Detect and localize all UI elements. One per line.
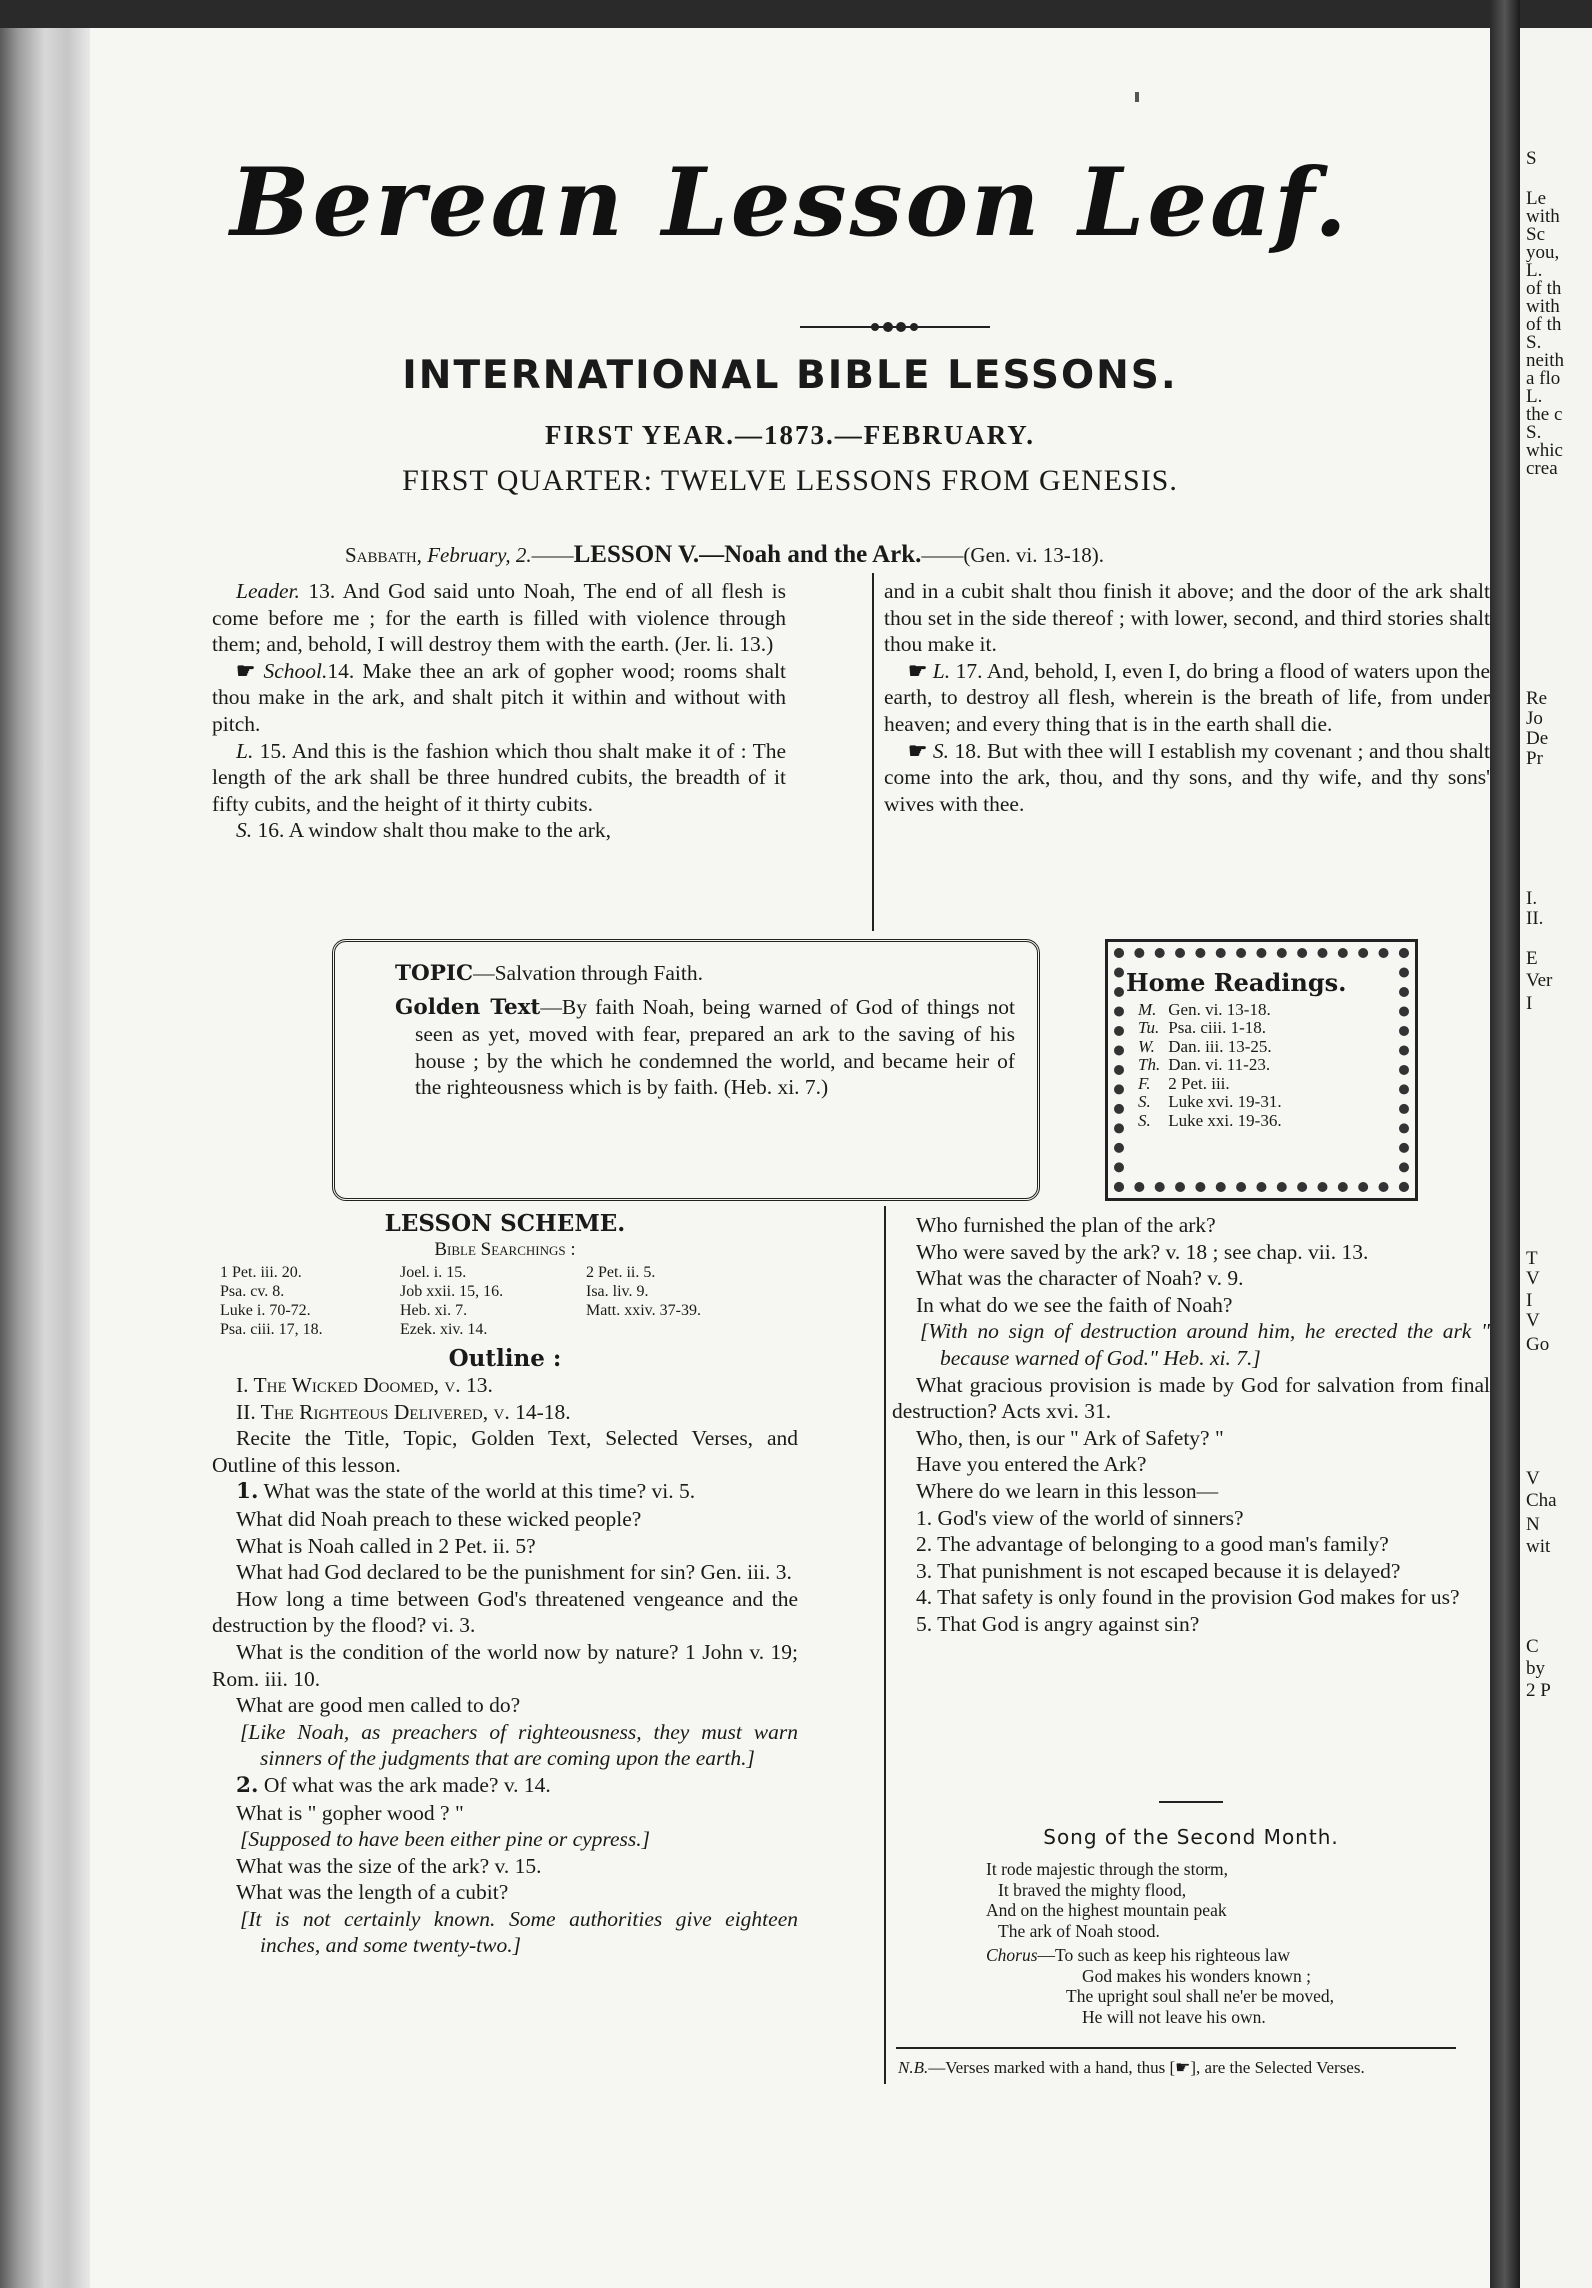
lesson-reference: ——(Gen. vi. 13-18). [921,543,1104,567]
song-title: Song of the Second Month. [1043,1825,1339,1849]
verse-text: 14. Make thee an ark of gopher wood; rooms shalt thou make in the ark, and shalt pitch it within and without with pitch. [212,658,786,736]
next-page-text: C [1526,1636,1539,1657]
next-page-text: S. [1526,422,1542,443]
next-page-text: I [1526,993,1533,1014]
next-page-text: S. [1526,332,1542,353]
reading-day: Th. [1138,1055,1161,1074]
song-section [892,1801,1490,2079]
home-reading-item [1138,1093,1346,1112]
topic-text: —Salvation through Faith. [473,961,703,985]
lesson-header [345,541,1485,569]
next-page-text: I [1526,1290,1533,1311]
answer-note: [Supposed to have been either pine or cypress.] [240,1827,651,1852]
reading-ref: Luke xxi. 19-36. [1164,1110,1282,1130]
next-page-text: V [1526,1468,1540,1489]
question-line: What did Noah preach to these wicked people? [236,1506,642,1531]
question-line: What gracious provision is made by God for salvation from final destruction? Acts xvi. 31. [892,1372,1490,1424]
home-reading-item [1138,1112,1346,1131]
binding-gutter [1490,0,1520,2288]
question-line: Who, then, is our " Ark of Safety? " [916,1425,1224,1450]
question-line: What was the length of a cubit? [236,1880,509,1905]
home-reading-item [1138,1075,1346,1094]
song-line [986,2007,1490,2028]
verse-text: and in a cubit shalt thou finish it above; and the door of the ark shalt thou set in the side thereof ; with lower, second, and third stories shalt thou make it. [884,579,1490,657]
lesson-scheme-title: LESSON SCHEME. [384,1210,626,1237]
outline-item: I. The Wicked Doomed, v. 13. [236,1373,493,1397]
next-page-text: whic [1526,440,1563,461]
reading-day: S. [1138,1110,1151,1130]
next-page-text: of th [1526,278,1562,299]
reading-day: S. [1138,1092,1151,1111]
reading-ref: Gen. vi. 13-18. [1164,999,1271,1019]
question-line: How long a time between God's threatened vengeance and the destruction by the flood? vi. 3. [212,1586,798,1638]
recite-instruction: Recite the Title, Topic, Golden Text, Selected Verses, and Outline of this lesson. [212,1426,798,1477]
golden-text [375,994,1015,1101]
question-line: What had God declared to be the punishment for sin? Gen. iii. 3. [236,1560,792,1585]
question-line: Have you entered the Ark? [916,1452,1147,1477]
question-line: 2. The advantage of belonging to a good man's family? [916,1532,1389,1557]
scripture-verse [212,817,786,844]
bible-ref: 2 Pet. ii. 5. [586,1264,656,1281]
question-line: What are good men called to do? [236,1693,521,1718]
home-readings-box [1105,939,1418,1201]
scan-top-border [0,0,1592,28]
next-page-text: you, [1526,242,1560,263]
next-page-text: V [1526,1268,1540,1289]
scripture-right-column [884,578,1490,817]
next-page-fragment [1520,28,1592,2288]
outline-list [212,1372,798,1425]
qa-column-rule [884,1206,886,2084]
scripture-verse [212,738,786,818]
song-line [986,1966,1490,1987]
chorus-text: The upright soul shall ne'er be moved, [1066,1986,1335,2006]
home-readings-list [1126,968,1347,1130]
scripture-left-column [212,578,786,844]
next-page-text: Pr [1526,748,1543,769]
outline-item: II. The Righteous Delivered, v. 14-18. [236,1399,571,1424]
verse-text: 16. A window shalt thou make to the ark, [252,818,612,843]
scripture-verse [884,738,1490,818]
next-page-text: N [1526,1514,1540,1535]
golden-text-body: —By faith Noah, being warned of God of things not seen as yet, moved with fear, prepared an ark to the saving of his house ; by the which he condemned the world, and became heir of the righteousness which is by faith. (Heb. xi. 7.) [415,994,1015,1100]
reading-ref: Luke xvi. 19-31. [1164,1092,1282,1111]
golden-text-label: Golden Text [395,994,541,1020]
chorus-label: Chorus [986,1945,1038,1965]
next-page-text: 2 P [1526,1680,1551,1701]
next-page-text: V [1526,1310,1540,1331]
bible-ref [586,1320,786,1339]
home-reading-item [1138,1038,1346,1057]
next-page-text: Re [1526,688,1548,709]
next-page-text: II. [1526,908,1544,929]
topic-golden-text-box [332,939,1040,1201]
speaker-label: S. [932,738,949,763]
speaker-label: S. [236,818,253,843]
verse-text: 17. And, behold, I, even I, do bring a flood of waters upon the earth, to destroy all flesh, wherein is the breath of life, from under heaven; and every thing that is in the earth shall die. [884,658,1491,736]
question-line: 1. God's view of the world of sinners? [916,1505,1244,1530]
next-page-text: T [1526,1248,1538,1269]
topic-label: TOPIC [395,961,474,986]
song-verse [892,1859,1490,1941]
nb-divider [896,2047,1456,2049]
next-page-text: by [1526,1658,1545,1679]
bible-ref: 1 Pet. iii. 20. [220,1264,302,1281]
next-page-text: Jo [1526,708,1543,729]
question-number: 2. [236,1772,259,1798]
reading-day: W. [1138,1036,1155,1056]
sabbath-label: Sabbath, [345,543,428,567]
scripture-verse [884,658,1490,738]
lesson-title: LESSON V.—Noah and the Ark. [573,541,922,568]
next-page-text: L. [1526,386,1543,407]
next-page-text: crea [1526,458,1558,479]
hand-icon: ☛ [908,658,933,683]
masthead-title: Berean Lesson Leaf. [230,148,1350,258]
bible-ref: Job xxii. 15, 16. [400,1283,504,1300]
bible-ref: Psa. cv. 8. [220,1283,285,1300]
header-dash: —— [531,543,574,567]
bible-searchings-refs [212,1263,798,1339]
bible-ref-row [220,1320,798,1339]
verse-text: 13. And God said unto Noah, The end of all flesh is come before me ; for the earth is filled with violence through them; and, behold, I will destroy them with the earth. (Jer. li. 13.) [212,579,786,657]
next-page-text: wit [1526,1536,1551,1557]
topic-line [355,960,1015,988]
song-line [986,1945,1490,1966]
bible-ref: Isa. liv. 9. [586,1283,649,1300]
next-page-text: L. [1526,260,1543,281]
song-line: It rode majestic through the storm, [986,1859,1229,1879]
scripture-verse [212,578,786,658]
lesson-page [90,28,1490,2288]
next-page-text: Le [1526,188,1547,209]
question-line: Where do we learn in this lesson— [916,1478,1219,1503]
reading-ref: 2 Pet. iii. [1164,1073,1230,1093]
next-page-text: S [1526,148,1537,169]
page-mark [1135,92,1139,102]
home-reading-item [1138,1056,1346,1075]
song-divider [1159,1801,1223,1803]
next-page-text: E [1526,948,1538,969]
book-page-edge [0,28,90,2288]
next-page-text: Sc [1526,224,1545,245]
bible-ref: Ezek. xiv. 14. [400,1321,488,1338]
next-page-text: a flo [1526,368,1561,389]
speaker-label: Leader. [236,579,300,603]
outline-title: Outline : [448,1345,562,1372]
chorus-text: He will not leave his own. [1082,2006,1266,2027]
song-line: It braved the mighty flood, [998,1879,1187,1900]
nb-note [892,2057,1490,2079]
hand-icon: ☛ [908,738,933,763]
song-line: And on the highest mountain peak [986,1900,1227,1920]
home-readings-title: Home Readings. [1126,968,1347,997]
bible-ref-row [220,1301,798,1320]
nb-text: —Verses marked with a hand, thus [☛], are the Selected Verses. [928,2058,1365,2077]
question-text: What was the state of the world at this time? vi. 5. [258,1479,696,1504]
answer-note: [Like Noah, as preachers of righteousness, they must warn sinners of the judgments that are coming upon the earth.] [240,1719,798,1771]
question-line: Who furnished the plan of the ark? [916,1213,1216,1237]
reading-ref: Psa. ciii. 1-18. [1164,1018,1266,1037]
next-page-text: the c [1526,404,1563,425]
reading-ref: Dan. vi. 11-23. [1164,1055,1271,1074]
bible-searchings-label: Bible Searchings : [434,1239,576,1260]
reading-day: F. [1138,1073,1151,1093]
question-line: What was the size of the ark? v. 15. [236,1853,542,1878]
answer-note: [It is not certainly known. Some authorities give eighteen inches, and some twenty-two.] [240,1906,798,1958]
lesson-scheme-column [212,1206,798,1959]
question-line: 3. That punishment is not escaped because it is delayed? [916,1558,1401,1583]
home-reading-item [1138,1001,1346,1020]
song-line: The ark of Noah stood. [998,1920,1160,1941]
reading-day: M. [1138,999,1157,1019]
answer-note: [With no sign of destruction around him, he erected the ark " because warned of God." Heb. xi. 7.] [920,1319,1490,1370]
verse-text: 15. And this is the fashion which thou shalt make it of : The length of the ark shall be three hundred cubits, the breadth of it fifty cubits, and the height of it thirty cubits. [212,738,786,816]
question-1 [212,1478,798,1506]
next-page-text: De [1526,728,1549,749]
next-page-text: I. [1526,888,1538,909]
questions-right [892,1212,1490,1638]
question-number: 1. [236,1479,259,1505]
bible-ref: Luke i. 70-72. [220,1302,311,1319]
bible-ref-row [220,1263,798,1282]
question-2 [212,1772,798,1800]
scripture-verse [212,658,786,738]
home-reading-item [1138,1019,1346,1038]
bible-ref: Joel. i. 15. [400,1264,467,1281]
question-line: In what do we see the faith of Noah? [916,1292,1233,1317]
next-page-text: of th [1526,314,1562,335]
bible-ref: Heb. xi. 7. [400,1302,468,1319]
reading-day: Tu. [1138,1018,1160,1037]
nb-label: N.B. [898,2058,929,2077]
hand-icon: ☛ [236,658,264,683]
question-line: What is Noah called in 2 Pet. ii. 5? [236,1533,536,1558]
question-line: Who were saved by the ark? v. 18 ; see chap. vii. 13. [916,1239,1369,1264]
scripture-column-rule [872,573,874,931]
verse-text: 18. But with thee will I establish my covenant ; and thou shalt come into the ark, thou, and thy sons, and thy wife, and thy sons' wives with thee. [884,738,1490,816]
bible-ref: Matt. xxiv. 37-39. [586,1302,701,1319]
questions-left [212,1425,798,1959]
bible-ref: Psa. ciii. 17, 18. [220,1321,323,1338]
speaker-label: L. [932,658,951,683]
next-page-text: Ver [1526,970,1553,991]
year-subtitle: FIRST YEAR.—1873.—FEBRUARY. [544,420,1036,450]
quarter-subtitle: FIRST QUARTER: TWELVE LESSONS FROM GENESIS. [402,464,1178,497]
scripture-verse [884,578,1490,658]
bible-ref-row [220,1282,798,1301]
chorus-text: God makes his wonders known ; [1082,1965,1311,1986]
speaker-label: L. [236,738,254,763]
question-line: What is " gopher wood ? " [236,1800,464,1825]
song-line [986,1986,1490,2007]
question-line: 4. That safety is only found in the provision God makes for us? [916,1585,1460,1610]
reading-ref: Dan. iii. 13-25. [1164,1036,1272,1056]
question-text: Of what was the ark made? v. 14. [258,1772,551,1797]
masthead-ornament [800,320,990,334]
next-page-text: Go [1526,1334,1550,1355]
question-line: What was the character of Noah? v. 9. [916,1266,1244,1291]
next-page-text: with [1526,296,1560,317]
lesson-date: February, 2. [427,543,532,567]
question-line: What is the condition of the world now by nature? 1 John v. 19; Rom. iii. 10. [212,1639,798,1691]
next-page-text: with [1526,206,1560,227]
next-page-text: neith [1526,350,1564,371]
next-page-text: Cha [1526,1490,1557,1511]
question-line: 5. That God is angry against sin? [916,1611,1200,1636]
speaker-label: School. [263,658,328,683]
chorus-text: —To such as keep his righteous law [1037,1945,1291,1965]
song-chorus [892,1945,1490,2027]
main-title: INTERNATIONAL BIBLE LESSONS. [402,353,1178,398]
